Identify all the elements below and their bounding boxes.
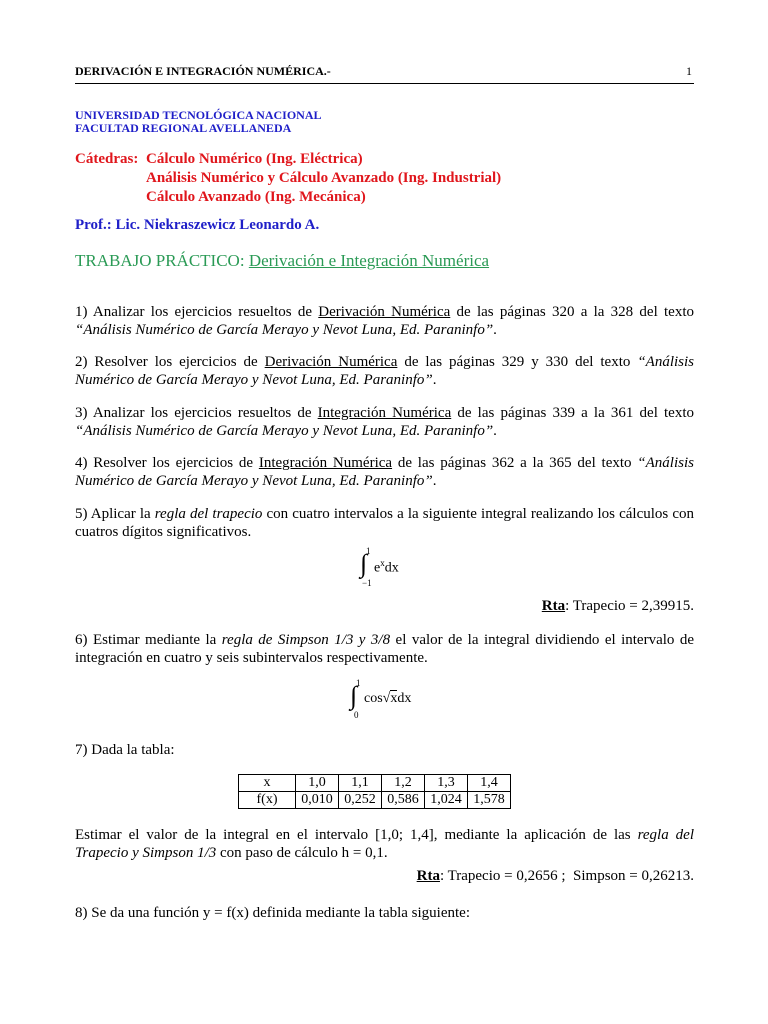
exercise-4-text-2: de las páginas 362 a la 365 del texto — [392, 455, 638, 471]
catedras-block — [75, 150, 138, 169]
exercise-3-reference: “Análisis Numérico de García Merayo y Nevot Luna, Ed. Paraninfo” — [75, 423, 494, 439]
table-cell: 1,578 — [468, 792, 511, 809]
answer-value: : Trapecio = 0,2656 ; Simpson = 0,26213. — [439, 868, 694, 884]
table-row — [239, 775, 511, 792]
table-cell: 0,252 — [339, 792, 382, 809]
running-header: DERIVACIÓN E INTEGRACIÓN NUMÉRICA.- — [75, 64, 331, 78]
exercise-2-end: . — [432, 372, 437, 388]
answer-label: Rta — [416, 868, 440, 884]
table-cell: 1,024 — [425, 792, 468, 809]
institution-block — [75, 109, 322, 135]
exercise-7 — [75, 826, 694, 862]
integrand-radicand: x — [390, 691, 398, 706]
exercise-1-end: . — [493, 322, 497, 338]
integral-ex — [360, 546, 430, 590]
integrand-dx: dx — [397, 691, 412, 706]
exercise-1-reference: “Análisis Numérico de García Merayo y Nevot Luna, Ed. Paraninfo” — [75, 322, 494, 338]
table-cell: 1,3 — [425, 775, 468, 792]
exercise-3-topic: Integración Numérica — [317, 405, 452, 421]
integral-upper-limit: 1 — [366, 546, 371, 556]
table-cell: x — [239, 775, 296, 792]
exercise-4-end: . — [432, 473, 437, 489]
exercise-7-intro: 7) Dada la tabla: — [75, 742, 175, 758]
integral-lower-limit: 0 — [354, 710, 359, 720]
exercise-4 — [75, 454, 694, 490]
exercise-5-text-2: con cuatro intervalos a la siguiente integral realizando los cálculos con cuatros dígitos significativos. — [75, 506, 694, 540]
exercise-6-text-2: el valor de la integral dividiendo el intervalo de integración en cuatro y seis subintervalos respectivamente. — [75, 632, 695, 666]
exercise-4-reference: “Análisis Numérico de García Merayo y Nevot Luna, Ed. Paraninfo” — [75, 455, 694, 489]
integrand-exponent: x — [380, 558, 385, 568]
exercise-5 — [75, 505, 694, 541]
exercise-3-text-2: de las páginas 339 a la 361 del texto — [451, 405, 694, 421]
catedra-item: Cálculo Avanzado (Ing. Mecánica) — [146, 189, 366, 205]
table-cell: f(x) — [239, 792, 296, 809]
table-cell: 0,586 — [382, 792, 425, 809]
faculty-name: FACULTAD REGIONAL AVELLANEDA — [75, 121, 292, 135]
exercise-6-method: regla de Simpson 1/3 y 3/8 — [221, 632, 391, 648]
answer-label: Rta — [541, 598, 566, 614]
exercise-1 — [75, 303, 694, 339]
table-cell: 1,1 — [339, 775, 382, 792]
catedra-item: Análisis Numérico y Cálculo Avanzado (Ing. Industrial) — [146, 170, 502, 186]
data-table — [238, 774, 511, 809]
integrand-function: cos — [364, 691, 383, 706]
table-cell: 1,0 — [296, 775, 339, 792]
exercise-5-text: 5) Aplicar la — [75, 506, 155, 522]
exercise-2-text: 2) Resolver los ejercicios de — [75, 354, 265, 370]
professor-name: Prof.: Lic. Niekraszewicz Leonardo A. — [75, 217, 320, 233]
sqrt-icon: √ — [382, 691, 391, 706]
exercise-7-method: regla del Trapecio y Simpson 1/3 — [75, 827, 694, 861]
exercise-2 — [75, 353, 694, 389]
exercise-5-method: regla del trapecio — [154, 506, 263, 522]
tp-label: TRABAJO PRÁCTICO: — [75, 251, 245, 270]
integrand-dx: dx — [384, 560, 399, 576]
integrand-base: e — [374, 560, 381, 576]
exercise-2-topic: Derivación Numérica — [264, 354, 398, 370]
exercise-3 — [75, 404, 694, 440]
exercise-7-answer — [417, 868, 694, 885]
integral-sign-icon: ∫ — [360, 549, 368, 578]
integral-cos-sqrt — [350, 678, 440, 722]
exercise-1-text-2: de las páginas 320 a la 328 del texto — [450, 304, 694, 320]
university-name: UNIVERSIDAD TECNOLÓGICA NACIONAL — [75, 108, 322, 122]
integral-upper-limit: 1 — [356, 678, 361, 688]
catedras-list — [146, 150, 501, 207]
exercise-8: 8) Se da una función y = f(x) definida mediante la tabla siguiente: — [75, 905, 470, 921]
exercise-2-reference: “Análisis Numérico de García Merayo y Nevot Luna, Ed. Paraninfo” — [75, 354, 694, 388]
answer-value: : Trapecio = 2,39915. — [565, 598, 694, 614]
exercise-1-topic: Derivación Numérica — [318, 304, 451, 320]
page-number: 1 — [686, 64, 692, 78]
exercise-7-text-2: con paso de cálculo h = 0,1. — [216, 845, 388, 861]
exercise-3-text: 3) Analizar los ejercicios resueltos de — [75, 405, 318, 421]
table-cell: 0,010 — [296, 792, 339, 809]
catedras-label: Cátedras: — [75, 151, 139, 167]
exercise-4-text: 4) Resolver los ejercicios de — [75, 455, 259, 471]
table-cell: 1,2 — [382, 775, 425, 792]
exercise-5-answer — [542, 598, 694, 615]
tp-title — [75, 251, 489, 271]
catedra-item: Cálculo Numérico (Ing. Eléctrica) — [146, 151, 363, 167]
tp-subject: Derivación e Integración Numérica — [248, 251, 490, 270]
table-row — [239, 792, 511, 809]
integrand — [364, 691, 411, 707]
exercise-6-text: 6) Estimar mediante la — [75, 632, 222, 648]
exercise-7-text: Estimar el valor de la integral en el intervalo [1,0; 1,4], mediante la aplicación de las — [75, 827, 638, 843]
exercise-4-topic: Integración Numérica — [258, 455, 393, 471]
exercise-6 — [75, 631, 694, 667]
header-rule — [75, 83, 694, 84]
exercise-1-text: 1) Analizar los ejercicios resueltos de — [75, 304, 319, 320]
table-cell: 1,4 — [468, 775, 511, 792]
integrand — [374, 558, 399, 577]
exercise-2-text-2: de las páginas 329 y 330 del texto — [397, 354, 638, 370]
integral-lower-limit: −1 — [362, 578, 372, 588]
exercise-3-end: . — [493, 423, 497, 439]
integral-sign-icon: ∫ — [350, 681, 358, 710]
